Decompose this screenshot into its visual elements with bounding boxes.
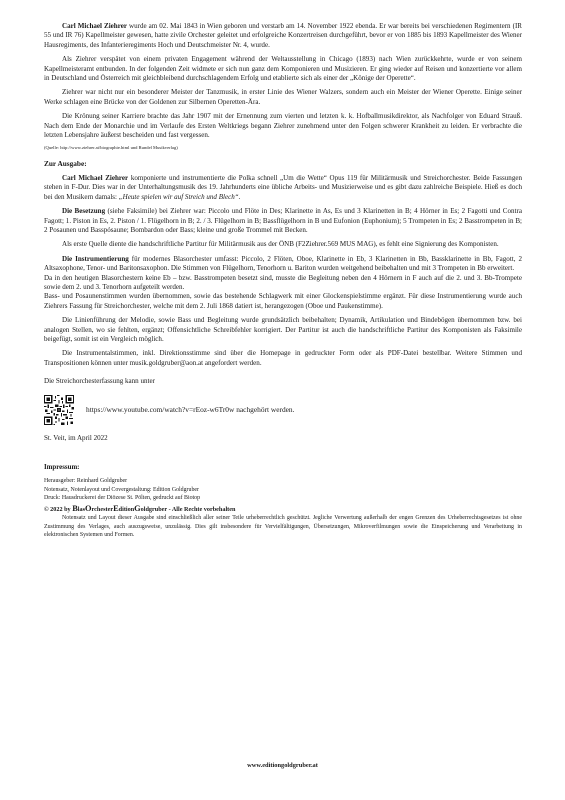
editing-paragraph: Die Linienführung der Melodie, sowie Bass und Begleitung wurde grundsätzlich beibehalten; Dynamik, Artikulation und Bindebögen übernommen bzw. bei analogen Stellen, wo sie fehlten, ergänzt; Offensichtliche Schreibfehler korrigiert. Der Partitur ist auch die handschriftliche Partitur des Komponisten als Faksimile beigefügt, somit ist ein Vergleich möglich. <box>44 316 522 343</box>
impressum-heading: Impressum: <box>44 464 80 471</box>
instrumentierung-label: Die Instrumentierung <box>62 254 129 263</box>
youtube-intro: Die Streichorchesterfassung kann unter <box>44 377 155 386</box>
brand-part-oldgruber: oldgruber <box>140 505 168 513</box>
impressum-typesetting: Notensatz, Notenlayout und Covergestaltung: Edition Goldgruber <box>44 486 199 493</box>
bio-paragraph-3: Ziehrer war nicht nur ein besonderer Meister der Tanzmusik, in erster Linie des Wiener Walzers, sondern auch ein Meister der Wiener Operette. Einige seiner Werke schlagen eine Brücke von der Goldenen zur Silbernen Operetten-Ära. <box>44 88 522 106</box>
bio-paragraph-1-text: wurde am 02. Mai 1843 in Wien geboren und verstarb am 14. November 1922 ebenda. Er war bereits bei verschiedenen Regimentern (IR 55 und IR 76) Kapellmeister gewesen, hatte zivile Orchester geleitet und erfolgreiche Konzertreisen durchgeführt, bevor er von 1885 bis 1893 Kapellmeister des Wiener Hausregiments, des Infanterieregiments Hoch und Deutschmeister Nr. 4, wurde. <box>44 22 522 49</box>
besetzung-paragraph <box>44 207 522 235</box>
copyright-prefix: © 2022 by <box>44 505 73 513</box>
composer-name: Carl Michael Ziehrer <box>62 22 127 30</box>
instrumentierung-paragraph <box>44 255 522 274</box>
copyright-suffix: - Alle Rechte vorbehalten <box>167 505 236 513</box>
musician-quote: „Heute spielen wir auf Streich und Blech“. <box>118 192 241 201</box>
brand-letter-g: G <box>134 503 141 513</box>
brand-letter-b: B <box>72 503 78 513</box>
ordering-paragraph: Die Instrumentalstimmen, inkl. Direktionsstimme sind über die Homepage in gedruckter Form oder als PDF-Datei bestellbar. Weitere Stimmen und Transpositionen können unter musik.goldgruber@aon.at angefordert werden. <box>44 349 522 367</box>
bio-source-note: (Quelle: http://www.ziehrer.at/biographie.html und Rundel Musikverlag) <box>44 145 178 151</box>
website-link[interactable]: www.editiongoldgruber.at <box>247 762 318 769</box>
impressum-printing: Druck: Hausdruckerei der Diözese St. Pölten, gedruckt auf Biotop <box>44 495 201 502</box>
youtube-line <box>86 405 294 414</box>
youtube-link-row <box>44 395 522 425</box>
bio-paragraph-4: Die Krönung seiner Karriere brachte das Jahr 1907 mit der Ernennung zum vierten und letzten k. k. Hofballmusikdirektor, als Nachfolger von Eduard Strauß. Nach dem Ende der Monarchie und im Verlaufe des Ersten Weltkriegs begann Ziehrer zunehmend unter den Folgen schwerer Krankheit zu leiden. Er verbrachte die letzten Lebensjahre äußerst bescheiden und fast vergessen. <box>44 112 522 140</box>
place-date: St. Veit, im April 2022 <box>44 433 108 442</box>
bio-paragraph-1 <box>44 22 522 50</box>
ausgabe-paragraph-1 <box>44 174 522 202</box>
qr-code-icon[interactable] <box>44 395 74 425</box>
bio-paragraph-2: Als Ziehrer verspätet von einem privaten Engagement während der Weltausstellung in Chicago (1893) nach Wien zurückkehrte, wurde er von seinem Kapellmeisteramt entbunden. In der folgenden Zeit widmete er sich nun ganz dem Komponieren und Musizieren. Er ging wieder auf Reisen und konzertierte vor allem in Deutschland und Österreich mit gleichbleibend durchschlagendem Erfolg und etablierte sich als einer der „Könige der Operette“. <box>44 55 522 83</box>
youtube-url-link[interactable]: https://www.youtube.com/watch?v=rEoz-w6Tr0w <box>86 405 235 415</box>
trumpet-note-paragraph: Da in den heutigen Blasorchestern keine Eb – bzw. Basstrompeten besetzt sind, musste die Begleitung neben den 4 Hörnern in F auch auf die 2. und 3. Bb-Trompete sowie dem 2. und 3. Tenorhorn aufgeteilt werden. <box>44 273 522 291</box>
instrumentierung-text: für modernes Blasorchester umfasst: Piccolo, 2 Flöten, Oboe, Klarinette in Eb, 3 Klarinetten in Bb, Bassklarinette in Bb, Fagott, 2 Altsaxophone, Tenor- und Baritonsaxophon. Die Stimmen von Flügelhorn, Tenorhorn u. Bariton wurden weitgehend beibehalten und mit 3 Trompeten in Bb erweitert. <box>44 254 522 273</box>
ausgabe-paragraph-1-text: komponierte und instrumentierte die Polka schnell „Um die Wette“ Opus 119 für Militärmusik und Streichorchester. Beide Fassungen stehen in F-Dur. Dies war in der Unterhaltungsmusik des 19. Jahrhunderts eine übliche Arbeits- und Musizierweise und es gibt dazu zahlreiche Beispiele. Hieß es doch bei den Musikern damals: <box>44 173 522 201</box>
legal-notice: Notensatz und Layout dieser Ausgabe sind einschließlich aller seiner Teile urheberrechtlich geschützt. Jegliche Verwertung außerhalb der engen Grenzen des Urheberrechtsgesetzes ist ohne Zustimmung des Verlages, auch auszugsweise, unzulässig. Dies gilt insbesondere für Vervielfältigungen, Übersetzungen, Mikroverfilmungen sowie die Einspeicherung und Verarbeitung in elektronischen Systemen und Formen. <box>44 515 522 539</box>
besetzung-text: (siehe Faksimile) bei Ziehrer war: Piccolo und Flöte in Des; Klarinette in As, Es und 3 Klarinetten in B; 4 Hörner in Es; 2 Fagotti und Contra Fagott; 1. Piston in Es, 2. Piston / 1. Flügelhorn in B; 2. / 3. Flügelhorn in B; Bassflügelhorn in B und Eufonion (Euphonium); 5 Trompeten in Es; 2 Basstrompeten in B; 2 Posaunen und Basspósaune; Bombardon oder Bass; kleine und große Trommel mit Becken. <box>44 207 522 234</box>
brand-letter-o: O <box>85 503 92 513</box>
brand-part-las: las <box>77 505 86 513</box>
brand-part-dition: dition <box>118 505 135 513</box>
brand-letter-e: E <box>113 503 119 513</box>
besetzung-label: Die Besetzung <box>62 207 106 216</box>
impressum-publisher: Herausgeber: Reinhard Goldgruber <box>44 478 128 485</box>
ausgabe-heading: Zur Ausgabe: <box>44 159 87 169</box>
document-page <box>44 22 522 540</box>
composer-name-2: Carl Michael Ziehrer <box>62 173 129 182</box>
source-paragraph: Als erste Quelle diente die handschriftliche Partitur für Militärmusik aus der ÖNB (F2Ziehrer.569 MUS MAG), es fehlt eine Signierung des Komponisten. <box>62 240 499 249</box>
brand-part-rchester: rchester <box>91 505 114 513</box>
percussion-paragraph: Bass- und Posaunenstimmen wurden übernommen, sowie das bestehende Schlagwerk mit einer Glockenspielstimme ergänzt. Für diese Instrumentierung wurde auch Ziehrers Fassung für Streichorchester, welche mit dem 2. Juli 1868 datiert ist, herangezogen (Oboe und Paukenstimme). <box>44 292 522 310</box>
youtube-suffix: nachgehört werden. <box>234 405 295 415</box>
copyright-line <box>44 505 522 515</box>
